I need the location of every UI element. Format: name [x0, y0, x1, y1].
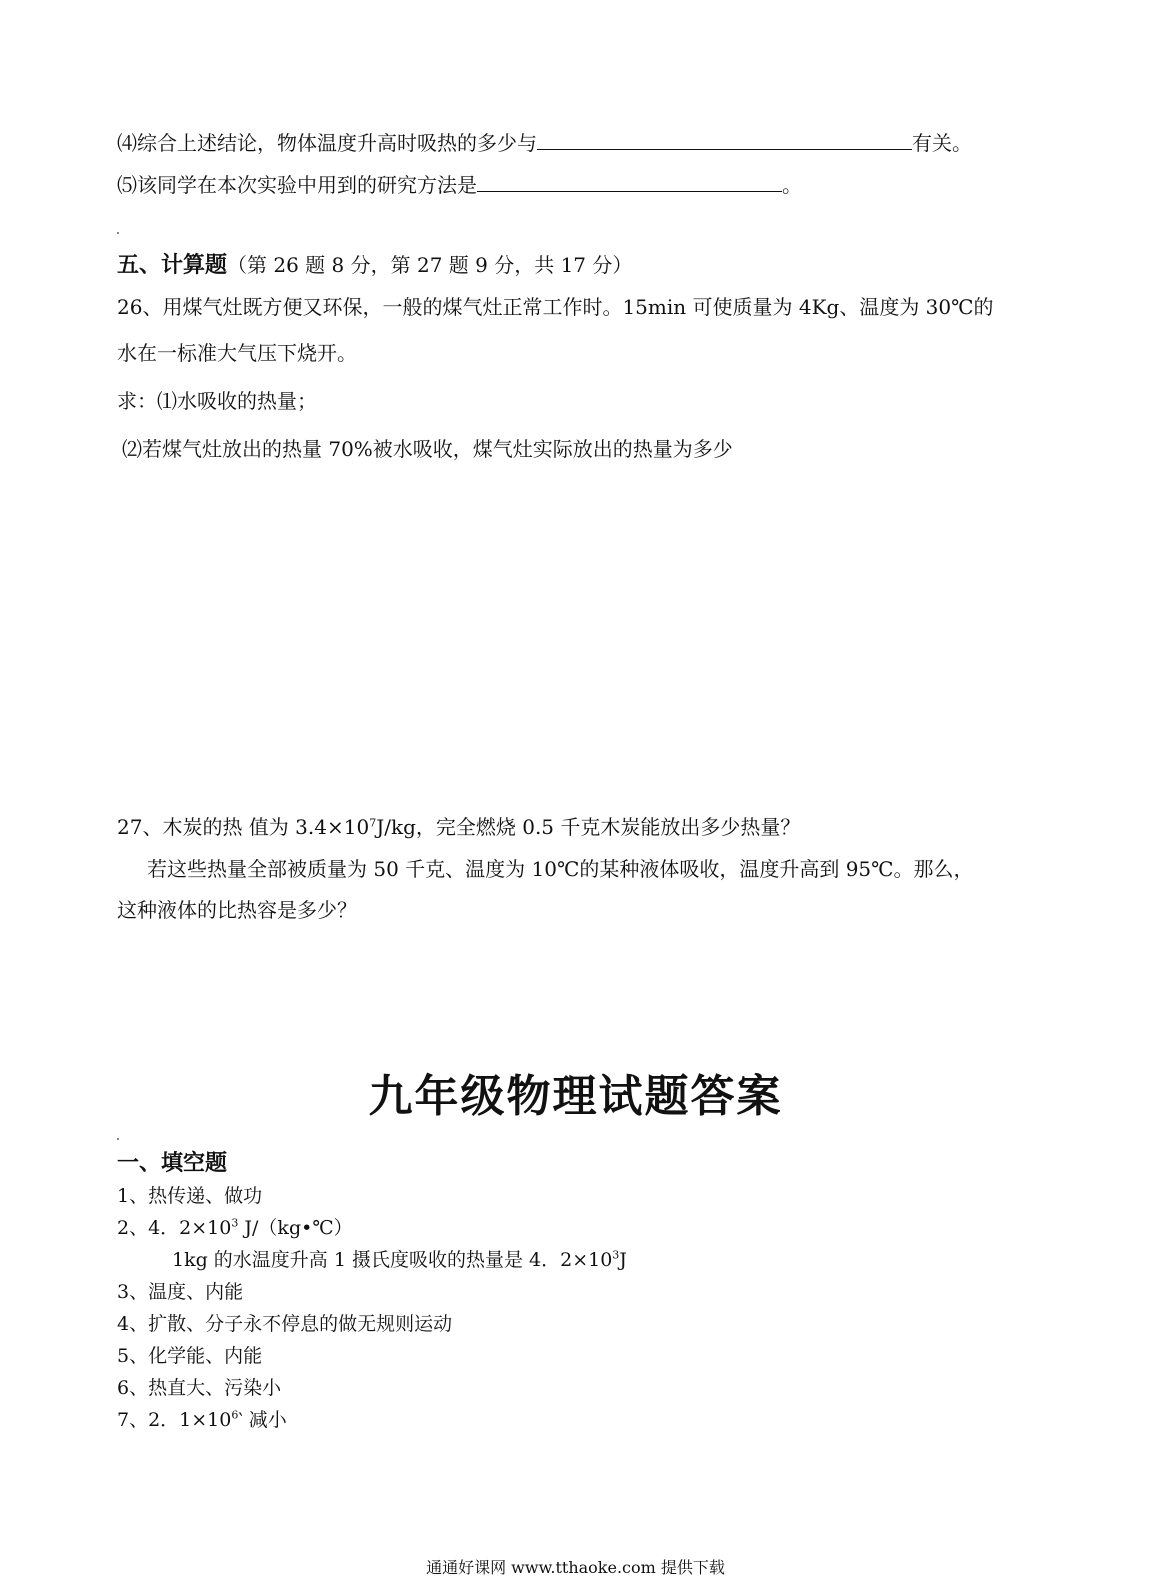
- question-5-prefix: ⑸该同学在本次实验中用到的研究方法是: [117, 173, 477, 197]
- section-5-title: 五、计算题: [117, 253, 228, 278]
- answer-2-note-exponent: 3: [612, 1248, 620, 1262]
- question-4: [117, 130, 972, 156]
- answer-7-text-a: 7、2．1×10: [117, 1409, 232, 1431]
- answer-blank-5[interactable]: [477, 173, 782, 192]
- answer-3: 3、温度、内能: [117, 1281, 244, 1303]
- section-5-heading: [117, 252, 632, 279]
- q26-line-1: 26、用煤气灶既方便又环保，一般的煤气灶正常工作时。15min 可使质量为 4Kg、温度为 30℃的: [117, 295, 994, 319]
- answer-2-note-text-b: J: [619, 1249, 627, 1271]
- q27-line-1: [117, 814, 800, 840]
- q26-ask-2: ⑵若煤气灶放出的热量 70%被水吸收，煤气灶实际放出的热量为多少: [122, 437, 733, 461]
- answer-7-exponent: 6: [231, 1408, 239, 1422]
- question-5: [117, 172, 802, 198]
- answer-2-note: [172, 1248, 627, 1272]
- answer-4: 4、扩散、分子永不停息的做无规则运动: [117, 1313, 453, 1335]
- answer-2-note-text-a: 1kg 的水温度升高 1 摄氏度吸收的热量是 4．2×10: [172, 1249, 613, 1271]
- question-4-prefix: ⑷综合上述结论，物体温度升高时吸热的多少与: [117, 131, 537, 155]
- answer-5: 5、化学能、内能: [117, 1345, 263, 1367]
- q27-text-b: J/kg，完全燃烧 0.5 千克木炭能放出多少热量？: [376, 815, 801, 839]
- q27-exponent: 7: [369, 816, 377, 830]
- q27-line-3: 这种液体的比热容是多少？: [117, 898, 357, 922]
- q27-line-2: 若这些热量全部被质量为 50 千克、温度为 10℃的某种液体吸收，温度升高到 95℃。那么，: [147, 857, 974, 881]
- answer-2-exponent: 3: [231, 1216, 239, 1230]
- q26-line-2: 水在一标准大气压下烧开。: [117, 341, 357, 365]
- answer-6: 6、热直大、污染小: [117, 1377, 282, 1399]
- answer-7-text-b: ‵ 减小: [238, 1409, 287, 1431]
- page-footer: 通通好课网 www.tthaoke.com 提供下载: [426, 1558, 725, 1577]
- answer-blank-4[interactable]: [537, 131, 912, 150]
- answer-2: [117, 1216, 353, 1240]
- answers-section-1: [117, 1150, 227, 1177]
- answer-2-text-a: 2、4．2×10: [117, 1217, 232, 1239]
- section-5-note: （第 26 题 8 分，第 27 题 9 分，共 17 分）: [227, 253, 633, 277]
- scan-speck: [117, 232, 119, 234]
- q26-ask-1: 求：⑴水吸收的热量；: [117, 389, 317, 413]
- scan-speck: [117, 1138, 119, 1140]
- question-5-suffix: 。: [782, 173, 802, 197]
- answers-title: 九年级物理试题答案: [368, 1071, 783, 1122]
- answer-7: [117, 1408, 287, 1432]
- answers-section-1-title: 一、填空题: [117, 1151, 228, 1176]
- question-4-suffix: 有关。: [912, 131, 972, 155]
- answer-2-text-b: J/（kg•℃）: [238, 1217, 353, 1239]
- q27-text-a: 27、木炭的热 值为 3.4×10: [117, 815, 370, 839]
- answer-1: 1、热传递、做功: [117, 1185, 263, 1207]
